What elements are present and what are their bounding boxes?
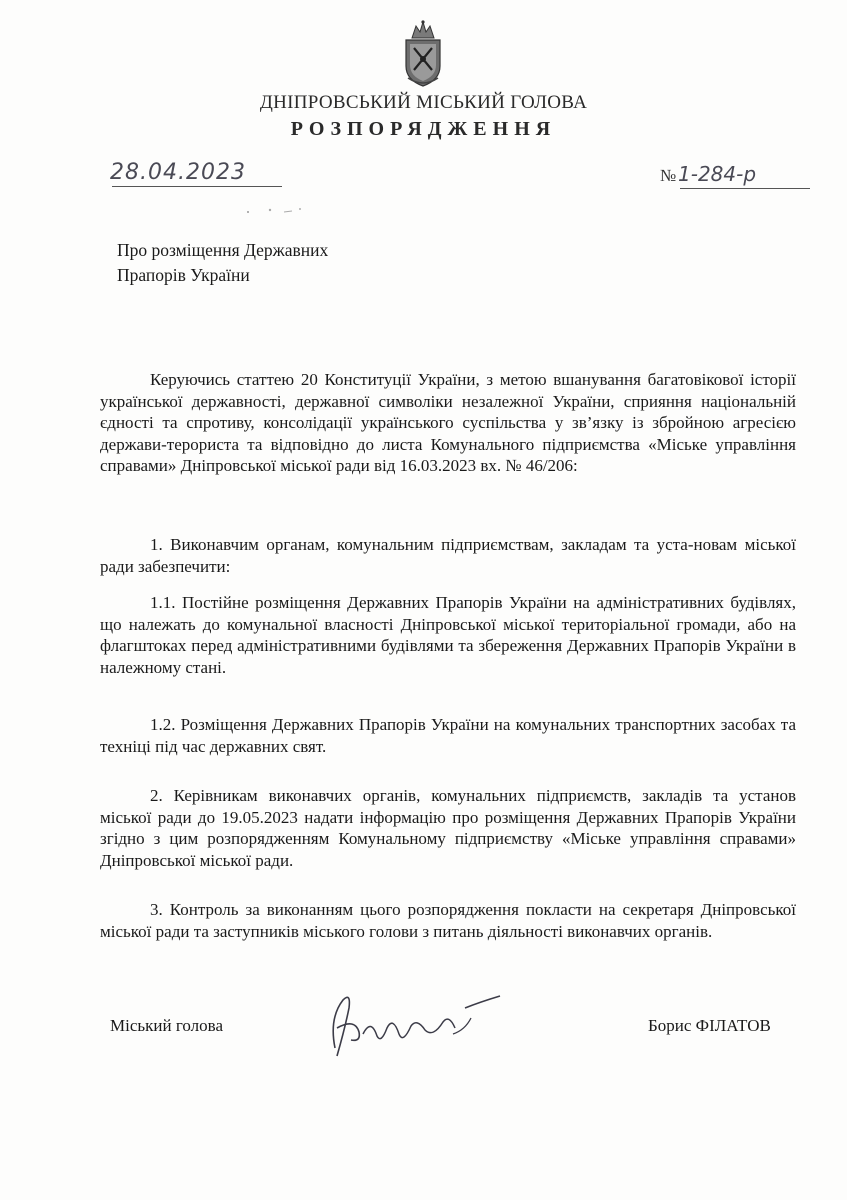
subject-line-1: Про розміщення Державних bbox=[117, 240, 329, 260]
clause-2: 2. Керівникам виконавчих органів, комунальних підприємств, закладів та установ міської ради до 19.05.2023 надати інформацію про розміщення Державних Прапорів України згідно з цим розпорядженням Комунальному підприємству «Міське управління справами» Дніпровської міської ради. bbox=[100, 786, 796, 870]
signatory-name: Борис ФІЛАТОВ bbox=[648, 1016, 771, 1035]
document-date: 28.04.2023 bbox=[110, 160, 246, 185]
date-underline bbox=[112, 186, 282, 187]
document-subject bbox=[117, 238, 328, 288]
number-sign: № bbox=[660, 166, 677, 185]
signatory-title: Міський голова bbox=[110, 1016, 223, 1035]
issuer-title: ДНІПРОВСЬКИЙ МІСЬКИЙ ГОЛОВА bbox=[259, 92, 588, 113]
number-underline bbox=[680, 188, 810, 189]
clause-3: 3. Контроль за виконанням цього розпорядження покласти на секретаря Дніпровської міської ради та заступників міського голови з питань діяльності виконавчих органів. bbox=[100, 900, 796, 941]
subject-line-2: Прапорів України bbox=[117, 265, 250, 285]
clause-1-1: 1.1. Постійне розміщення Державних Прапорів України на адміністративних будівлях, що належать до комунальної власності Дніпровської міської територіальної громади, або на флагштоках перед адміністративними будівлями та збереження Державних Прапорів України в належному стані. bbox=[100, 593, 796, 677]
document-number bbox=[660, 162, 820, 192]
document-type-title: РОЗПОРЯДЖЕННЯ bbox=[290, 118, 557, 140]
scan-noise-marks bbox=[240, 200, 360, 220]
clause-1-2: 1.2. Розміщення Державних Прапорів України на комунальних транспортних засобах та техніці під час державних свят. bbox=[100, 715, 796, 756]
handwritten-signature-icon bbox=[315, 978, 515, 1068]
preamble-paragraph: Керуючись статтею 20 Конституції України, з метою вшанування багатовікової історії української державності, державної символіки незалежної України, сприяння національній єдності та спротиву, консолідації українського суспільства у зв’язку із збройною агресією держави-терориста та відповідно до листа Комунального підприємства «Міське управління справами» Дніпровської міської ради від 16.03.2023 вх. № 46/206: bbox=[100, 370, 796, 476]
city-coat-of-arms-icon bbox=[402, 18, 444, 88]
clause-1: 1. Виконавчим органам, комунальним підприємствам, закладам та уста-новам міської ради забезпечити: bbox=[100, 535, 796, 576]
number-value: 1-284-р bbox=[678, 162, 757, 186]
